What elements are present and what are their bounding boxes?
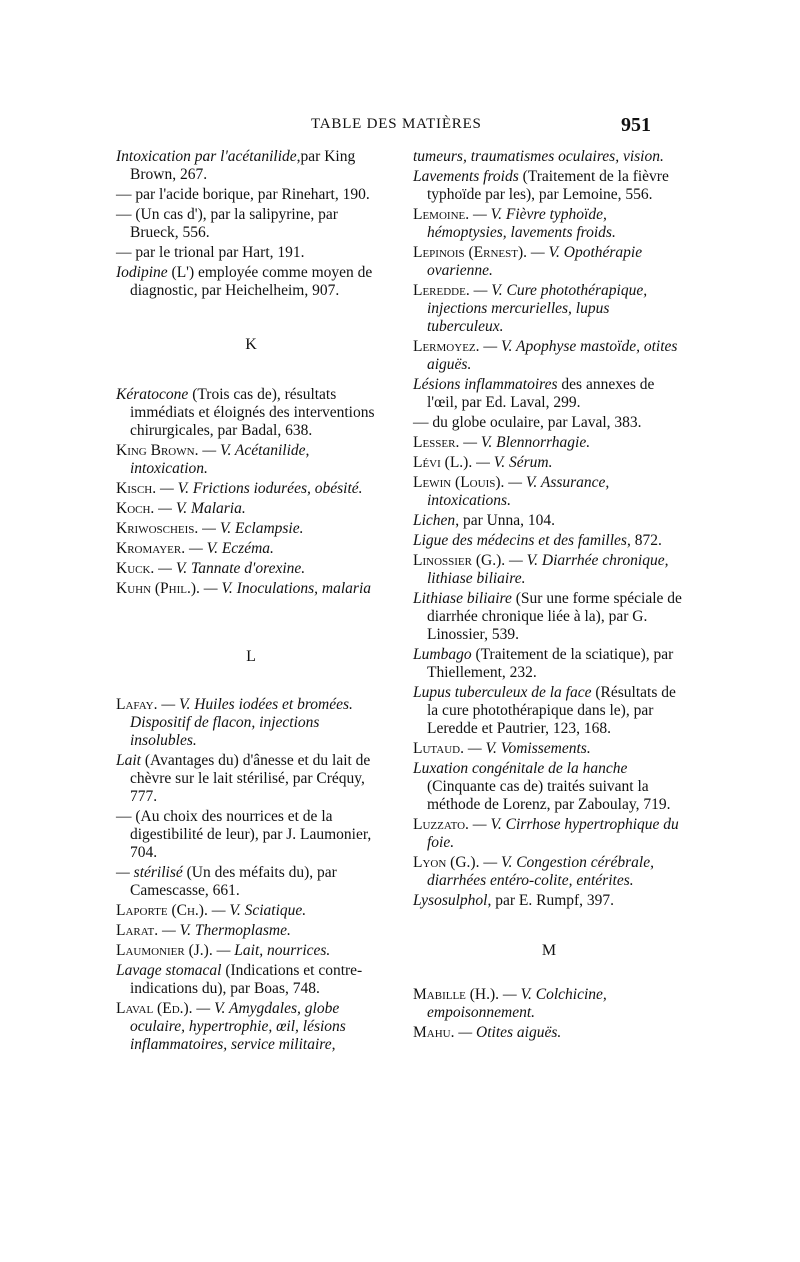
- entry-name: Lesser.: [413, 434, 460, 451]
- entry-name: Laumonier (J.).: [116, 942, 213, 959]
- entry-rest: , par E. Rumpf, 397.: [487, 892, 615, 909]
- entry-name: Lyon (G.).: [413, 854, 480, 871]
- entry-ref: — V. Huiles iodées et bromées. Dispositif de flacon, injections insolubles.: [130, 696, 353, 749]
- entry-name: Kuck.: [116, 560, 155, 577]
- index-entry: [413, 684, 685, 738]
- index-entry: [116, 386, 386, 440]
- entry-lead: Lait: [116, 752, 141, 769]
- entry-ref: — Otites aiguës.: [454, 1024, 562, 1041]
- index-entry: [116, 480, 386, 498]
- entries-m: [413, 986, 685, 1042]
- entry-ref: — V. Assurance, intoxications.: [427, 474, 610, 509]
- entry-name: Mahu.: [413, 1024, 455, 1041]
- entry-rest: (Un des méfaits du), par Camescasse, 661.: [130, 864, 337, 899]
- index-entry: [116, 808, 386, 862]
- index-entry: [413, 646, 685, 682]
- entry-ref: — V. Eclampsie.: [198, 520, 304, 537]
- index-entry: [413, 532, 685, 550]
- index-entry: [413, 760, 685, 814]
- entry-lead: Lupus tuberculeux de la face: [413, 684, 592, 701]
- index-entry: [413, 206, 685, 242]
- entry-lead: Luxation congénitale de la hanche: [413, 760, 628, 777]
- index-entry: [116, 186, 386, 204]
- entry-rest: — par l'acide borique, par Rinehart, 190.: [116, 186, 370, 203]
- entry-name: Laporte (Ch.).: [116, 902, 208, 919]
- entry-name: Kriwoscheis.: [116, 520, 199, 537]
- entry-rest: — par le trional par Hart, 191.: [116, 244, 305, 261]
- entry-rest: (L') employée comme moyen de diagnostic, par Heichelheim, 907.: [130, 264, 373, 299]
- entry-ref: — V. Inoculations, malaria: [199, 580, 372, 597]
- entry-lead: Lysosulphol: [413, 892, 488, 909]
- running-header: [0, 114, 800, 138]
- entry-lead: Lumbago: [413, 646, 472, 663]
- index-entry: [413, 590, 685, 644]
- entry-ref: — V. Vomissements.: [463, 740, 591, 757]
- entry-name: Luzzato.: [413, 816, 469, 833]
- section-letter-l: L: [246, 648, 256, 665]
- entry-ref: — V. Cirrhose hypertrophique du foie.: [427, 816, 679, 851]
- entry-lead: Ligue des médecins et des familles: [413, 532, 627, 549]
- index-entry: [413, 1024, 685, 1042]
- index-entry: [413, 282, 685, 336]
- section-letter-k: K: [245, 336, 257, 353]
- entry-name: Lemoine.: [413, 206, 470, 223]
- entry-rest: (Trois cas de), résultats immédiats et éloignés des interventions chirurgicales, par Badal, 638.: [130, 386, 375, 439]
- entries-l: [116, 696, 386, 1054]
- index-entry: [116, 696, 386, 750]
- entry-ref: — V. Malaria.: [154, 500, 246, 517]
- entry-rest: , par Unna, 104.: [455, 512, 556, 529]
- index-entry: [413, 892, 685, 910]
- entry-name: Lewin (Louis).: [413, 474, 505, 491]
- entry-rest: — du globe oculaire, par Laval, 383.: [413, 414, 642, 431]
- entry-ref: — V. Diarrhée chronique, lithiase biliaire.: [427, 552, 669, 587]
- entry-name: Kisch.: [116, 480, 157, 497]
- entry-name: Lepinois (Ernest).: [413, 244, 528, 261]
- entry-ref: — Lait, nourrices.: [212, 942, 331, 959]
- entry-name: Lutaud.: [413, 740, 464, 757]
- entry-name: Koch.: [116, 500, 155, 517]
- entry-lead: Lithiase biliaire: [413, 590, 512, 607]
- entry-ref: — V. Fièvre typhoïde, hémoptysies, lavements froids.: [427, 206, 616, 241]
- entry-name: Mabille (H.).: [413, 986, 500, 1003]
- index-entry: [116, 206, 386, 242]
- right-column: [413, 148, 685, 1044]
- entry-rest: (Avantages du) d'ânesse et du lait de chèvre sur le lait stérilisé, par Créquy, 777.: [130, 752, 371, 805]
- index-entry: [413, 512, 685, 530]
- entry-lead: Iodipine: [116, 264, 168, 281]
- entry-name: Lermoyez.: [413, 338, 480, 355]
- entry-lead: — stérilisé: [116, 864, 183, 881]
- entries-k: [116, 386, 386, 598]
- entry-rest: des annexes de l'œil, par Ed. Laval, 299.: [427, 376, 655, 411]
- entry-ref: — V. Apophyse mastoïde, otites aiguës.: [427, 338, 678, 373]
- entry-rest: (Cinquante cas de) traités suivant la méthode de Lorenz, par Zaboulay, 719.: [427, 778, 671, 813]
- index-entry: [413, 474, 685, 510]
- index-entry: [413, 986, 685, 1022]
- index-entry: [116, 942, 386, 960]
- index-entry: [116, 864, 386, 900]
- index-entry: [413, 168, 685, 204]
- index-entry: [116, 148, 386, 184]
- entry-lead: Intoxication par l'acétanilide: [116, 148, 297, 165]
- entry-name: Lévi (L.).: [413, 454, 473, 471]
- index-entry: [413, 376, 685, 412]
- entry-ref: — V. Opothérapie ovarienne.: [427, 244, 643, 279]
- index-entry: [116, 264, 386, 300]
- entry-ref: — V. Eczéma.: [185, 540, 274, 557]
- entry-ref: — V. Sérum.: [472, 454, 553, 471]
- index-entry: [116, 520, 386, 538]
- index-entry: [413, 854, 685, 890]
- entry-name: King Brown.: [116, 442, 199, 459]
- index-entry: [413, 414, 685, 432]
- entry-name: Kromayer.: [116, 540, 186, 557]
- entry-lead: Lichen: [413, 512, 456, 529]
- entry-ref: — V. Congestion cérébrale, diarrhées entéro-colite, entérites.: [427, 854, 654, 889]
- entry-rest: ,par King Brown, 267.: [130, 148, 356, 183]
- entry-rest: — (Au choix des nourrices et de la digestibilité de leur), par J. Laumonier, 704.: [116, 808, 372, 861]
- index-entry: [116, 1000, 386, 1054]
- entry-rest: — (Un cas d'), par la salipyrine, par Brueck, 556.: [116, 206, 338, 241]
- entry-name: Larat.: [116, 922, 159, 939]
- index-entry: [413, 816, 685, 852]
- index-entry: [116, 922, 386, 940]
- entry-rest: (Traitement de la sciatique), par Thiellement, 232.: [427, 646, 674, 681]
- entry-ref: — V. Colchicine, empoisonnement.: [427, 986, 607, 1021]
- entry-lead: Lavage stomacal: [116, 962, 222, 979]
- entry-rest: (Sur une forme spéciale de diarrhée chronique liée à la), par G. Linossier, 539.: [427, 590, 682, 643]
- entry-ref: — V. Cure photothérapique, injections mercurielles, lupus tuberculeux.: [427, 282, 648, 335]
- entry-lead: tumeurs, traumatismes oculaires, vision.: [413, 148, 664, 165]
- entry-ref: — V. Frictions iodurées, obésité.: [156, 480, 363, 497]
- entry-lead: Lavements froids: [413, 168, 519, 185]
- index-entry: [116, 540, 386, 558]
- entry-lead: Kératocone: [116, 386, 189, 403]
- entry-rest: (Résultats de la cure photothérapique dans le), par Leredde et Pautrier, 123, 168.: [427, 684, 676, 737]
- section-letter-m: M: [541, 942, 557, 959]
- index-entry: [116, 580, 386, 598]
- entry-name: Kuhn (Phil.).: [116, 580, 200, 597]
- entry-ref: — V. Thermoplasme.: [158, 922, 291, 939]
- entries-l-continued: [413, 148, 685, 910]
- entry-name: Leredde.: [413, 282, 470, 299]
- entry-ref: — V. Sciatique.: [207, 902, 307, 919]
- entries-top: [116, 148, 386, 300]
- index-entry: [116, 442, 386, 478]
- index-entry: [116, 244, 386, 262]
- index-entry: [413, 148, 685, 166]
- index-entry: [116, 962, 386, 998]
- entry-lead: Lésions inflammatoires: [413, 376, 558, 393]
- index-entry: [413, 338, 685, 374]
- entry-rest: , 872.: [626, 532, 662, 549]
- index-entry: [116, 752, 386, 806]
- index-entry: [413, 552, 685, 588]
- index-entry: [116, 902, 386, 920]
- entry-ref: — V. Tannate d'orexine.: [154, 560, 306, 577]
- entry-ref: — V. Acétanilide, intoxication.: [130, 442, 310, 477]
- entry-name: Lafay.: [116, 696, 158, 713]
- page-number: 951: [621, 114, 651, 136]
- index-entry: [413, 244, 685, 280]
- entry-rest: (Traitement de la fièvre typhoïde par les), par Lemoine, 556.: [427, 168, 669, 203]
- running-title: TABLE DES MATIÈRES: [311, 116, 482, 132]
- entry-ref: — V. Amygdales, globe oculaire, hypertrophie, œil, lésions inflammatoires, service militaire,: [130, 1000, 346, 1053]
- entry-name: Linossier (G.).: [413, 552, 506, 569]
- index-entry: [413, 434, 685, 452]
- entry-name: Laval (Ed.).: [116, 1000, 193, 1017]
- index-entry: [413, 740, 685, 758]
- entry-rest: (Indications et contre-indications du), par Boas, 748.: [130, 962, 363, 997]
- left-column: [116, 148, 386, 1056]
- index-entry: [116, 560, 386, 578]
- entry-ref: — V. Blennorrhagie.: [459, 434, 591, 451]
- index-entry: [413, 454, 685, 472]
- index-entry: [116, 500, 386, 518]
